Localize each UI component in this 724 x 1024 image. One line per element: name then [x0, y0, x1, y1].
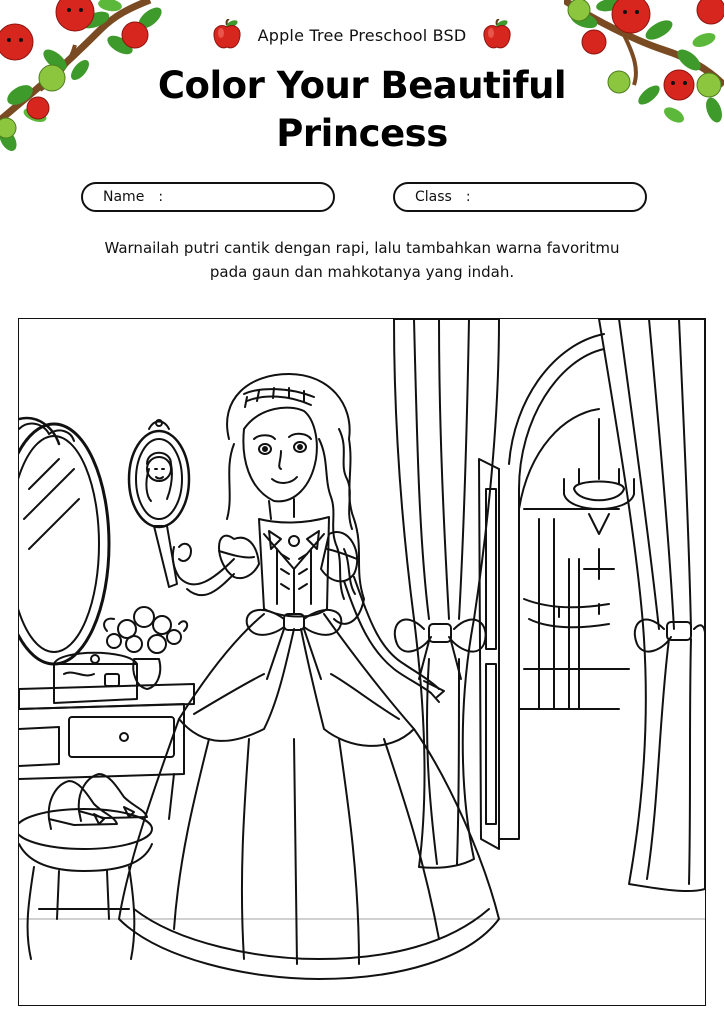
stool	[19, 809, 152, 959]
hand-mirror	[129, 420, 189, 587]
apple-icon	[212, 19, 242, 51]
page-title	[0, 62, 724, 158]
glass-slippers	[49, 774, 147, 829]
chandelier	[564, 419, 634, 579]
school-header	[0, 18, 724, 52]
class-label: Class	[415, 189, 452, 205]
right-curtain	[599, 319, 705, 891]
title-line-1: Color Your Beautiful	[157, 64, 567, 107]
princess-coloring-illustration	[19, 319, 705, 1005]
archway	[479, 334, 629, 849]
coloring-illustration-frame	[18, 318, 706, 1006]
instructions-line-1: Warnailah putri cantik dengan rapi, lalu tambahkan warna favoritmu	[104, 239, 620, 257]
class-field[interactable]	[393, 182, 647, 212]
vanity-mirror	[19, 418, 109, 664]
apple-icon	[482, 19, 512, 51]
instructions-line-2: pada gaun dan mahkotanya yang indah.	[209, 263, 515, 281]
school-name: Apple Tree Preschool BSD	[257, 25, 467, 45]
flower-vase	[104, 607, 187, 689]
name-field[interactable]	[81, 182, 335, 212]
class-colon: :	[465, 189, 471, 205]
title-line-2: Princess	[276, 112, 448, 155]
name-label: Name	[103, 189, 145, 205]
instructions-text	[40, 236, 684, 284]
name-colon: :	[158, 189, 164, 205]
